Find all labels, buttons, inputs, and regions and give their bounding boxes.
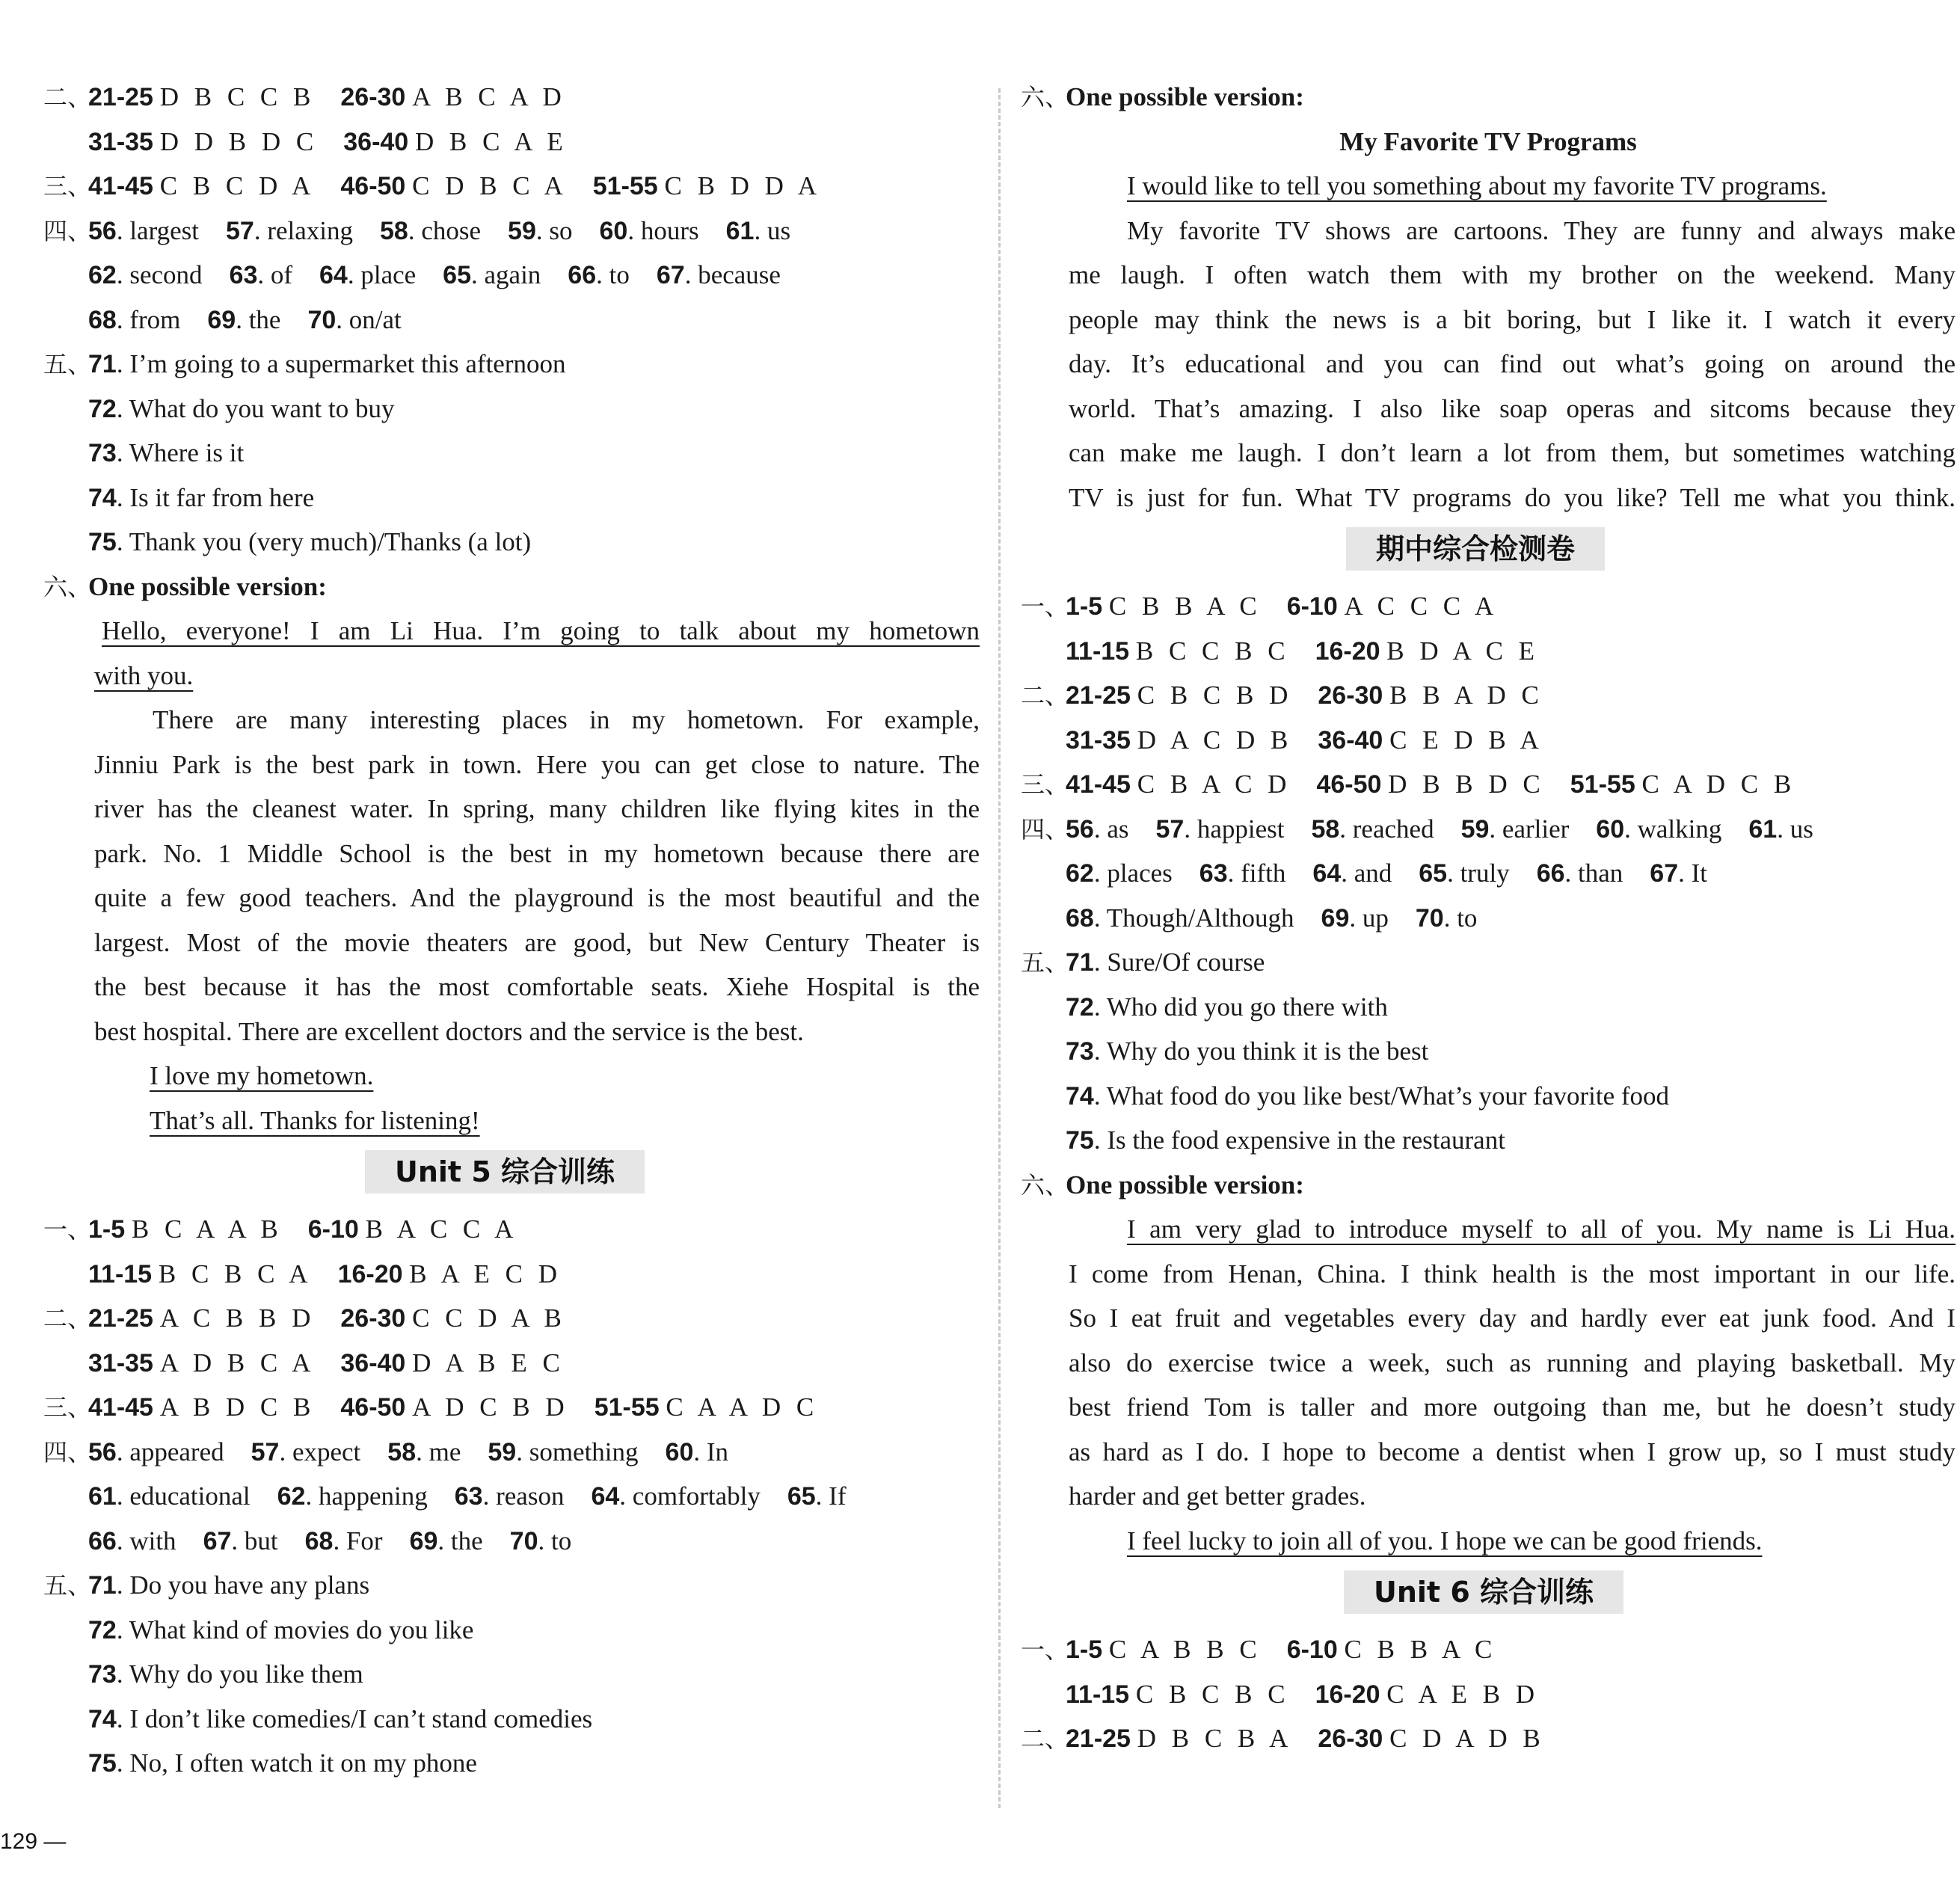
sentence-answer: 75. Is the food expensive in the restaurant bbox=[1066, 1125, 1505, 1155]
essay-heading: 六、One possible version: bbox=[1021, 1170, 1304, 1200]
essay-body-line: There are many interesting places in my hometown. For example, bbox=[153, 705, 980, 734]
answer-row: 一、1-5 B C A A B 6-10 B A C C A bbox=[43, 1214, 518, 1244]
answer-row: 三、41-45 C B A C D 46-50 D B B D C 51-55 C A D C B bbox=[1021, 770, 1796, 799]
essay-body-line: quite a few good teachers. And the playground is the most beautiful and the bbox=[94, 883, 980, 912]
unit6-title: Unit 6 综合训练 bbox=[1344, 1570, 1623, 1614]
essay-body-line: TV is just for fun. What TV programs do you like? Tell me what you think. bbox=[1069, 482, 1956, 512]
word-answer: 57. relaxing bbox=[226, 215, 354, 245]
word-answer: 57. expect bbox=[251, 1437, 361, 1466]
word-answer: 56. as bbox=[1066, 814, 1129, 844]
word-answer: 69. the bbox=[207, 304, 281, 334]
word-answer: 66. than bbox=[1536, 859, 1623, 888]
answer-row: 31-35 D D B D C 36-40 D B C A E bbox=[88, 126, 568, 156]
essay-closing-line: That’s all. Thanks for listening! bbox=[150, 1105, 480, 1135]
word-answer-row: 四、56. largest 57. relaxing 58. chose 59. so 60. hours 61. us bbox=[43, 215, 791, 245]
word-answer: 59. earlier bbox=[1460, 814, 1570, 844]
sentence-answer: 五、71. Sure/Of course bbox=[1021, 947, 1265, 977]
word-answer: 62. places bbox=[1066, 859, 1173, 888]
word-answer-row bbox=[1021, 851, 1956, 896]
word-answer: 61. us bbox=[1748, 814, 1813, 844]
answer-row: 11-15 B C B C A 16-20 B A E C D bbox=[88, 1259, 562, 1288]
essay-body-line: can make me laugh. I don’t learn a lot from them, but sometimes watching bbox=[1069, 438, 1956, 467]
essay-body-line: I come from Henan, China. I think health is the most important in our life. bbox=[1069, 1259, 1956, 1288]
essay-body-line: world. That’s amazing. I also like soap operas and sitcoms because they bbox=[1069, 393, 1956, 423]
page-number: 129 — bbox=[0, 1829, 67, 1854]
word-answer: 61. educational bbox=[88, 1481, 251, 1511]
word-answer: 67. because bbox=[656, 260, 781, 289]
word-answer: 63. fifth bbox=[1199, 859, 1286, 888]
sentence-answer: 73. Why do you like them bbox=[88, 1659, 363, 1689]
word-answer: 69. the bbox=[409, 1526, 483, 1555]
essay-title: My Favorite TV Programs bbox=[1339, 126, 1637, 156]
essay-body-line: So I eat fruit and vegetables every day and hardly ever eat junk food. And I bbox=[1069, 1303, 1956, 1333]
word-answer: 70. to bbox=[1415, 903, 1478, 933]
word-answer: 68. For bbox=[304, 1526, 383, 1555]
sentence-answer: 五、71. Do you have any plans bbox=[43, 1570, 370, 1600]
word-answer-row: 四、56. as 57. happiest 58. reached 59. earlier 60. walking 61. us bbox=[1021, 814, 1813, 844]
word-answer: 70. on/at bbox=[307, 304, 402, 334]
essay-body-line: day. It’s educational and you can find out what’s going on around the bbox=[1069, 349, 1956, 378]
sentence-answer: 75. No, I often watch it on my phone bbox=[88, 1748, 477, 1778]
answer-row: 一、1-5 C B B A C 6-10 A C C C A bbox=[1021, 592, 1499, 621]
answer-row: 二、21-25 D B C B A 26-30 C D A D B bbox=[1021, 1724, 1545, 1753]
unit5-title: Unit 5 综合训练 bbox=[365, 1150, 645, 1194]
word-answer: 69. up bbox=[1321, 903, 1389, 933]
word-answer: 63. of bbox=[229, 260, 293, 289]
section-banner bbox=[1021, 1563, 1956, 1627]
answer-row: 31-35 A D B C A 36-40 D A B E C bbox=[88, 1348, 565, 1377]
word-answer: 57. happiest bbox=[1155, 814, 1285, 844]
essay-heading: 六、One possible version: bbox=[1021, 82, 1304, 111]
essay-body-line: river has the cleanest water. In spring, many children like flying kites in the bbox=[94, 794, 980, 823]
answer-row: 二、21-25 D B C C B 26-30 A B C A D bbox=[43, 82, 566, 111]
answer-row: 三、41-45 A B D C B 46-50 A D C B D 51-55 C A A D C bbox=[43, 1392, 819, 1422]
essay-intro-line: I would like to tell you something about my favorite TV programs. bbox=[1127, 171, 1827, 200]
midterm-title: 期中综合检测卷 bbox=[1346, 527, 1605, 571]
sentence-answer: 75. Thank you (very much)/Thanks (a lot) bbox=[88, 527, 532, 556]
sentence-answer: 72. What kind of movies do you like bbox=[88, 1615, 474, 1644]
essay-body-line: as hard as I do. I hope to become a dentist when I grow up, so I must study bbox=[1069, 1437, 1956, 1466]
word-answer: 65. again bbox=[443, 260, 541, 289]
word-answer: 68. from bbox=[88, 304, 181, 334]
word-answer: 58. chose bbox=[380, 215, 482, 245]
answer-row: 二、21-25 A C B B D 26-30 C C D A B bbox=[43, 1303, 566, 1333]
essay-body-line: people may think the news is a bit boring, but I like it. I watch it every bbox=[1069, 304, 1956, 334]
sentence-answer: 72. What do you want to buy bbox=[88, 393, 395, 423]
answer-row: 31-35 D A C D B 36-40 C E D B A bbox=[1066, 725, 1543, 755]
word-answer-row bbox=[43, 1474, 980, 1519]
essay-body-line: best friend Tom is taller and more outgoing than me, but he doesn’t study bbox=[1069, 1392, 1956, 1422]
word-answer: 59. something bbox=[488, 1437, 639, 1466]
word-answer: 66. to bbox=[568, 260, 630, 289]
answer-row: 三、41-45 C B C D A 46-50 C D B C A 51-55 C B D D A bbox=[43, 171, 822, 200]
word-answer: 60. In bbox=[665, 1437, 729, 1466]
word-answer: 64. and bbox=[1312, 859, 1392, 888]
essay-body-line: park. No. 1 Middle School is the best in my hometown because there are bbox=[94, 838, 980, 868]
essay-body-line: also do exercise twice a week, such as running and playing basketball. My bbox=[1069, 1348, 1956, 1377]
word-answer-row bbox=[43, 298, 980, 343]
word-answer: 67. It bbox=[1650, 859, 1707, 888]
word-answer: 63. reason bbox=[454, 1481, 565, 1511]
word-answer: 62. happening bbox=[277, 1481, 428, 1511]
essay-closing-line: I love my hometown. bbox=[150, 1061, 374, 1090]
word-answer: 65. truly bbox=[1419, 859, 1510, 888]
word-answer: 70. to bbox=[509, 1526, 572, 1555]
word-answer: 65. If bbox=[787, 1481, 847, 1511]
word-answer: 68. Though/Although bbox=[1066, 903, 1294, 933]
word-answer: 58. me bbox=[387, 1437, 461, 1466]
answer-row: 二、21-25 C B C B D 26-30 B B A D C bbox=[1021, 681, 1543, 710]
section-banner bbox=[43, 1143, 980, 1207]
word-answer: 64. place bbox=[319, 260, 417, 289]
essay-heading: 六、One possible version: bbox=[43, 571, 327, 601]
essay-closing-line: I feel lucky to join all of you. I hope we can be good friends. bbox=[1127, 1526, 1763, 1555]
section-banner bbox=[1021, 520, 1956, 584]
sentence-answer: 73. Why do you think it is the best bbox=[1066, 1036, 1429, 1066]
essay-body-line: Jinniu Park is the best park in town. Here you can get close to nature. The bbox=[94, 749, 980, 779]
word-answer: 64. comfortably bbox=[591, 1481, 761, 1511]
sentence-answer: 五、71. I’m going to a supermarket this afternoon bbox=[43, 349, 566, 378]
answer-row: 11-15 C B C B C 16-20 C A E B D bbox=[1066, 1679, 1540, 1709]
word-answer: 60. walking bbox=[1596, 814, 1722, 844]
essay-body-line: best hospital. There are excellent doctors and the service is the best. bbox=[94, 1016, 804, 1046]
answer-row: 11-15 B C C B C 16-20 B D A C E bbox=[1066, 636, 1540, 666]
word-answer: 60. hours bbox=[599, 215, 699, 245]
answer-row: 一、1-5 C A B B C 6-10 C B B A C bbox=[1021, 1635, 1497, 1664]
left-column bbox=[43, 75, 980, 1786]
essay-body-line: My favorite TV shows are cartoons. They are funny and always make bbox=[1127, 215, 1956, 245]
word-answer: 56. largest bbox=[88, 215, 199, 245]
essay-body-line: me laugh. I often watch them with my brother on the weekend. Many bbox=[1069, 260, 1956, 289]
essay-body-line: the best because it has the most comfortable seats. Xiehe Hospital is the bbox=[94, 972, 980, 1001]
sentence-answer: 74. I don’t like comedies/I can’t stand comedies bbox=[88, 1704, 593, 1733]
essay-body-line: largest. Most of the movie theaters are good, but New Century Theater is bbox=[94, 927, 980, 957]
word-answer: 58. reached bbox=[1311, 814, 1434, 844]
word-answer: 61. us bbox=[725, 215, 791, 245]
word-answer: 66. with bbox=[88, 1526, 176, 1555]
sentence-answer: 74. What food do you like best/What’s your favorite food bbox=[1066, 1081, 1670, 1111]
sentence-answer: 72. Who did you go there with bbox=[1066, 992, 1388, 1022]
essay-intro-line: I am very glad to introduce myself to all of you. My name is Li Hua. bbox=[1127, 1214, 1956, 1244]
word-answer: 56. appeared bbox=[88, 1437, 224, 1466]
word-answer-row bbox=[1021, 896, 1956, 941]
essay-intro-line: with you. bbox=[94, 660, 194, 690]
sentence-answer: 73. Where is it bbox=[88, 438, 245, 467]
word-answer-row: 四、56. appeared 57. expect 58. me 59. something 60. In bbox=[43, 1437, 729, 1466]
word-answer: 67. but bbox=[203, 1526, 278, 1555]
essay-intro-line: Hello, everyone! I am Li Hua. I’m going to talk about my hometown bbox=[102, 616, 980, 645]
word-answer-row bbox=[43, 253, 980, 298]
right-column bbox=[1021, 75, 1956, 1761]
column-divider bbox=[998, 88, 1001, 1808]
essay-body-line: harder and get better grades. bbox=[1069, 1481, 1366, 1511]
word-answer-row bbox=[43, 1519, 980, 1564]
word-answer: 59. so bbox=[508, 215, 573, 245]
word-answer: 62. second bbox=[88, 260, 203, 289]
sentence-answer: 74. Is it far from here bbox=[88, 482, 315, 512]
